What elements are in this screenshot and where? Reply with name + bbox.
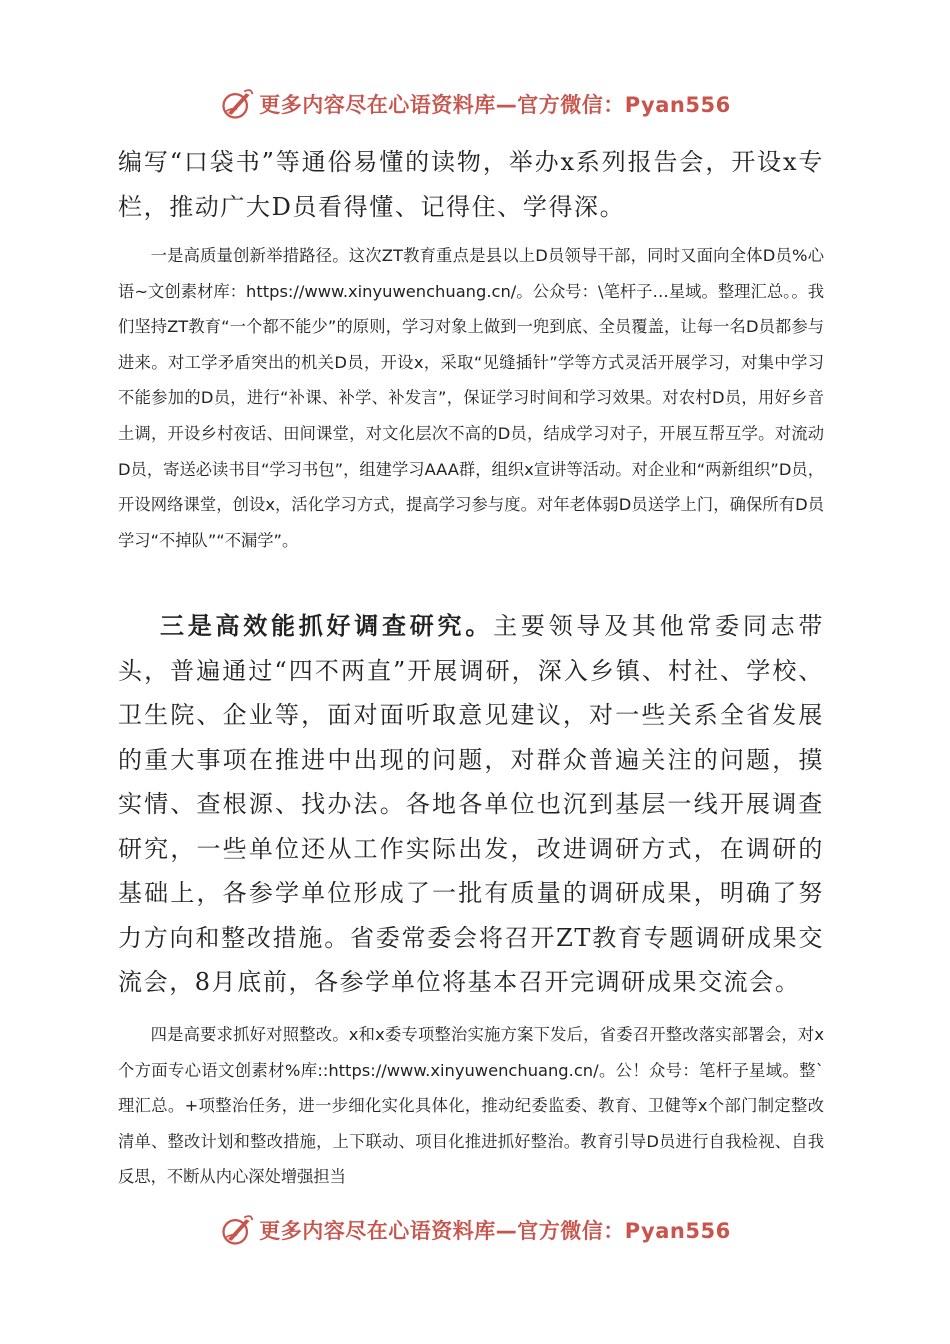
paragraph-2 [118,238,824,558]
paragraph-2-text: 一是高质量创新举措路径。这次ZT教育重点是县以上D员领导干部，同时又面向全体D员%心语~文创素材库：https://www.xinyuwenchuang.cn/。公众号：\笔杆子…星域。整理汇总。。我们坚持ZT教育“一个都不能少”的原则，学习对象上做到一兜到底、全员覆盖，让每一名D员都参与进来。对工学矛盾突出的机关D员，开设x，采取“见缝插针”学等方式灵活开展学习，对集中学习不能参加的D员，进行“补课、补学、补发言”，保证学习时间和学习效果。对农村D员，用好乡音土调，开设乡村夜话、田间课堂，对文化层次不高的D员，结成学习对子，开展互帮互学。对流动D员，寄送必读书目“学习书包”，组建学习AAA群，组织x宣讲等活动。对企业和“两新组织”D员，开设网络课堂，创设x，活化学习方式，提高学习参与度。对年老体弱D员送学上门，确保所有D员学习“不掉队”“不漏学”。 [118,246,824,550]
paragraph-4-text: 四是高要求抓好对照整改。x和x委专项整治实施方案下发后，省委召开整改落实部署会，对x个方面专心语文创素材%库::https://www.xinyuwenchuang.cn/。公！众号：笔杆子星域。整`理汇总。+项整治任务，进一步细化实化具体化，推动纪委监委、教育、卫健等x个部门制定整改清单、整改计划和整改措施，上下联动、项目化推进抓好整治。教育引导D员进行自我检视、自我反思，不断从内心深处增强担当 [118,1025,824,1187]
watermark-text-top: 更多内容尽在心语资料库—官方微信：Pyan556 [259,93,731,117]
paragraph-4 [118,1017,824,1195]
paragraph-1 [118,140,824,229]
writing-hand-logo-icon [219,1212,255,1248]
watermark-banner-bottom [0,1208,950,1252]
paragraph-3 [118,604,824,1005]
watermark-banner-top [0,82,950,126]
writing-hand-logo-icon [219,86,255,122]
paragraph-3-body: 主要领导及其他常委同志带头，普遍通过“四不两直”开展调研，深入乡镇、村社、学校、卫生院、企业等，面对面听取意见建议，对一些关系全省发展的重大事项在推进中出现的问题，对群众普遍关注的问题，摸实情、查根源、找办法。各地各单位也沉到基层一线开展调查研究，一些单位还从工作实际出发，改进调研方式，在调研的基础上，各参学单位形成了一批有质量的调研成果，明确了努力方向和整改措施。省委常委会将召开ZT教育专题调研成果交流会，8月底前，各参学单位将基本召开完调研成果交流会。 [118,612,824,996]
paragraph-3-text [118,604,824,1005]
paragraph-1-text: 编写“口袋书”等通俗易懂的读物，举办x系列报告会，开设x专栏，推动广大D员看得懂、记得住、学得深。 [118,148,824,221]
watermark-text-bottom: 更多内容尽在心语资料库—官方微信：Pyan556 [259,1219,731,1243]
paragraph-3-lead: 三是高效能抓好调查研究。 [160,612,494,640]
